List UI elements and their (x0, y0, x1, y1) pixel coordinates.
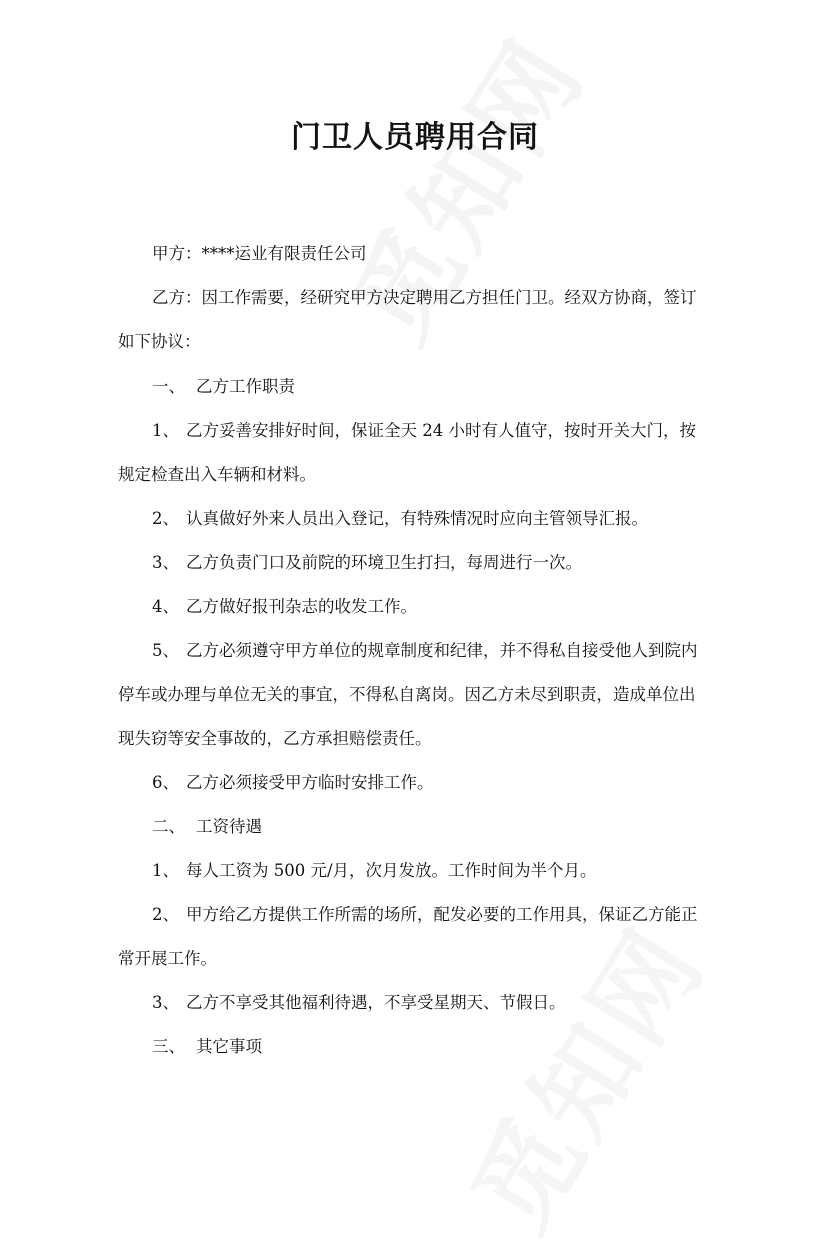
s1-item-4 (152, 596, 417, 618)
s1-item-6 (152, 772, 434, 794)
s2-item-1-text: 每人工资为 500 元/月，次月发放。工作时间为半个月。 (186, 861, 597, 880)
section-2-heading (152, 816, 262, 838)
s2-item-3 (152, 992, 566, 1014)
section-1-heading (152, 376, 295, 398)
s2-item-2-number: 2、 (152, 905, 179, 924)
s1-item-4-text: 乙方做好报刊杂志的收发工作。 (186, 597, 417, 616)
section-2-title: 工资待遇 (196, 817, 262, 836)
s1-item-1-line-2: 规定检查出入车辆和材料。 (118, 465, 316, 484)
s1-item-2 (152, 508, 648, 530)
s1-item-6-number: 6、 (152, 773, 179, 792)
s1-item-2-number: 2、 (152, 509, 179, 528)
party-a: 甲方：****运业有限责任公司 (152, 244, 367, 263)
section-1-number: 一、 (152, 377, 185, 396)
s1-item-1-number: 1、 (152, 421, 179, 440)
watermark-lower (430, 894, 732, 1253)
s2-item-2-line-1 (152, 904, 698, 926)
s1-item-6-text: 乙方必须接受甲方临时安排工作。 (186, 773, 434, 792)
s2-item-1-number: 1、 (152, 861, 179, 880)
section-3-heading (152, 1036, 262, 1058)
s2-item-3-text: 乙方不享受其他福利待遇，不享受星期天、节假日。 (186, 993, 566, 1012)
page-title: 门卫人员聘用合同 (291, 120, 539, 155)
party-b-line-1: 乙方：因工作需要，经研究甲方决定聘用乙方担任门卫。经双方协商，签订 (152, 288, 697, 307)
s1-item-5-line-3: 现失窃等安全事故的，乙方承担赔偿责任。 (118, 729, 432, 748)
s2-item-2-text-1: 甲方给乙方提供工作所需的场所，配发必要的工作用具，保证乙方能正 (186, 905, 698, 924)
watermark (310, 5, 612, 364)
s1-item-3-number: 3、 (152, 553, 179, 572)
section-2-number: 二、 (152, 817, 185, 836)
party-b-line-2: 如下协议： (118, 332, 201, 351)
section-3-title: 其它事项 (196, 1037, 262, 1056)
section-1-title: 乙方工作职责 (196, 377, 295, 396)
s2-item-1 (152, 860, 597, 882)
s1-item-1-text-1: 乙方妥善安排好时间，保证全天 24 小时有人值守，按时开关大门，按 (186, 421, 696, 440)
s1-item-5-number: 5、 (152, 641, 179, 660)
s1-item-4-number: 4、 (152, 597, 179, 616)
s2-item-3-number: 3、 (152, 993, 179, 1012)
s1-item-2-text: 认真做好外来人员出入登记，有特殊情况时应向主管领导汇报。 (186, 509, 648, 528)
s1-item-5-line-2: 停车或办理与单位无关的事宜，不得私自离岗。因乙方未尽到职责，造成单位出 (118, 685, 696, 704)
section-3-number: 三、 (152, 1037, 185, 1056)
s1-item-5-text-1: 乙方必须遵守甲方单位的规章制度和纪律，并不得私自接受他人到院内 (186, 641, 698, 660)
s1-item-3-text: 乙方负责门口及前院的环境卫生打扫，每周进行一次。 (186, 553, 582, 572)
s1-item-3 (152, 552, 582, 574)
s1-item-5-line-1 (152, 640, 698, 662)
s2-item-2-line-2: 常开展工作。 (118, 949, 217, 968)
s1-item-1-line-1 (152, 420, 696, 442)
